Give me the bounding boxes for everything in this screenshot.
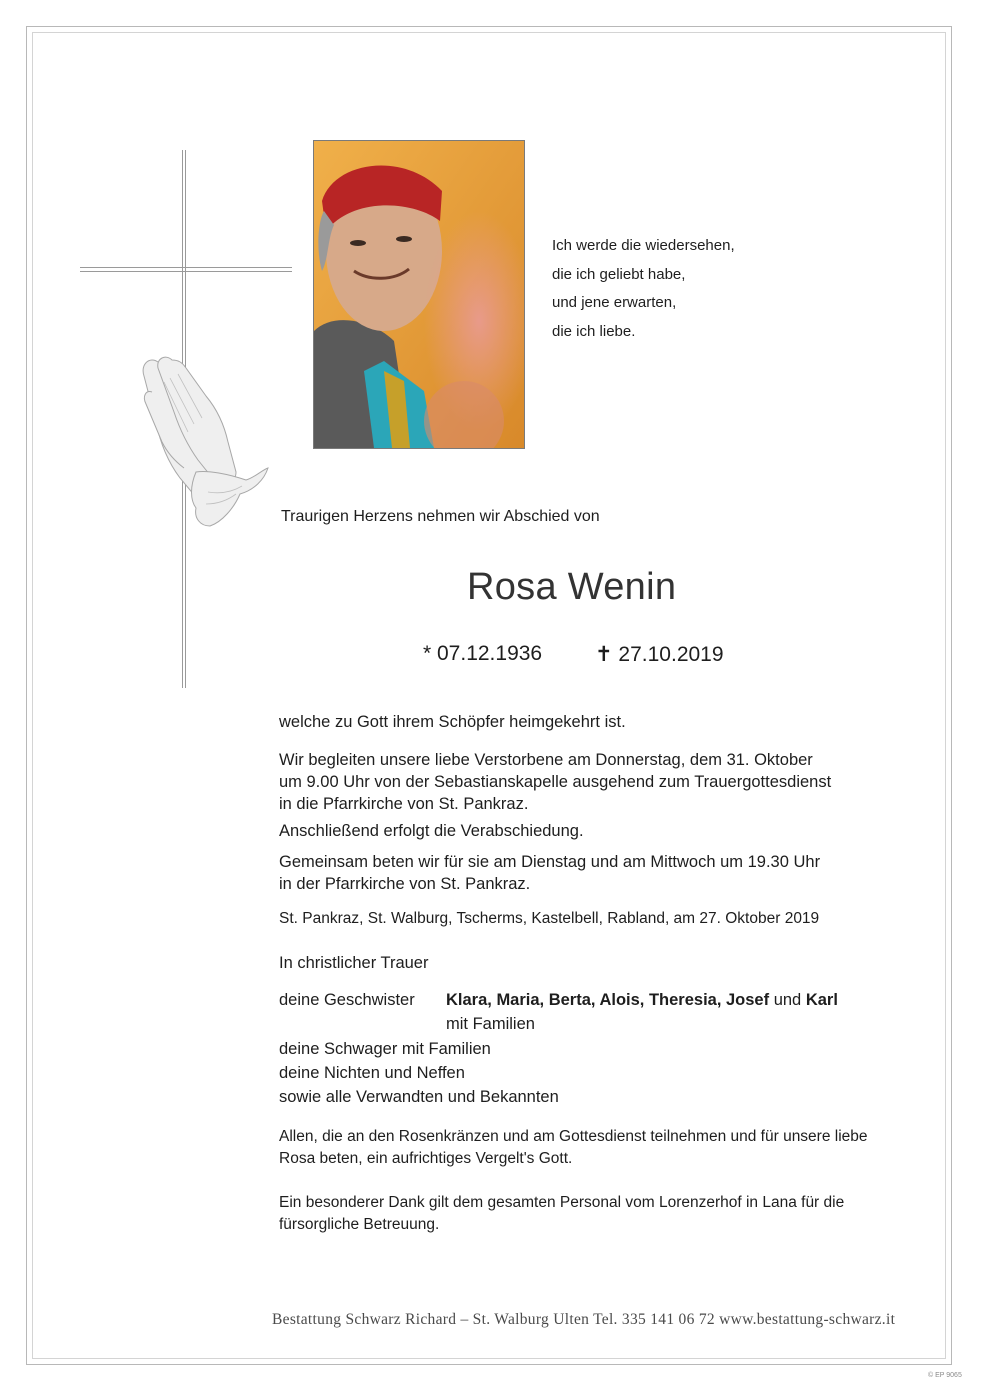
staff-line: fürsorgliche Betreuung.	[279, 1216, 440, 1233]
rosary-line: Allen, die an den Rosenkränzen und am Gottesdienst teilnehmen und für unsere liebe	[279, 1128, 868, 1145]
prayer-paragraph	[279, 851, 820, 895]
rosary-thanks	[279, 1126, 868, 1170]
staff-thanks	[279, 1192, 844, 1236]
birth-date: * 07.12.1936	[423, 642, 543, 665]
siblings-und: und	[773, 991, 802, 1009]
funeral-paragraph	[279, 749, 831, 815]
farewell-text: Anschließend erfolgt die Verabschiedung.	[279, 822, 584, 840]
intro-text: Traurigen Herzens nehmen wir Abschied von	[281, 508, 600, 525]
places-date: St. Pankraz, St. Walburg, Tscherms, Kastelbell, Rabland, am 27. Oktober 2019	[279, 910, 820, 927]
rosary-line: Rosa beten, ein aufrichtiges Vergelt's Gott.	[279, 1150, 573, 1167]
funeral-line: in die Pfarrkirche von St. Pankraz.	[279, 795, 529, 813]
mourner-line: sowie alle Verwandten und Bekannten	[279, 1088, 559, 1106]
mourner-line: deine Schwager mit Familien	[279, 1040, 491, 1058]
staff-line: Ein besonderer Dank gilt dem gesamten Personal vom Lorenzerhof in Lana für die	[279, 1194, 845, 1211]
print-code: © EP 9065	[928, 1372, 962, 1379]
prayer-line: in der Pfarrkirche von St. Pankraz.	[279, 875, 531, 893]
praying-hands-icon	[128, 352, 270, 528]
funeral-line: Wir begleiten unsere liebe Verstorbene am Donnerstag, dem 31. Oktober	[279, 751, 813, 769]
mourners-list	[279, 1038, 559, 1108]
cross-horizontal	[80, 267, 292, 272]
funeral-home-footer: Bestattung Schwarz Richard – St. Walburg Ulten Tel. 335 141 06 72 www.bestattung-schwarz.it	[272, 1311, 896, 1328]
quote-line: Ich werde die wiedersehen,	[552, 237, 735, 254]
siblings-families: mit Familien	[446, 1015, 535, 1033]
quote-line: die ich geliebt habe,	[552, 265, 686, 283]
quote-line: die ich liebe.	[552, 322, 636, 340]
death-date: ✝ 27.10.2019	[595, 643, 724, 666]
funeral-line: um 9.00 Uhr von der Sebastianskapelle ausgehend zum Trauergottesdienst	[279, 773, 832, 791]
mourners-heading: In christlicher Trauer	[279, 954, 429, 972]
deceased-name: Rosa Wenin	[467, 566, 677, 608]
return-to-god-text: welche zu Gott ihrem Schöpfer heimgekehrt ist.	[279, 713, 626, 731]
quote-line: und jene erwarten,	[552, 294, 677, 311]
memorial-quote	[552, 232, 735, 346]
portrait-photo	[313, 140, 525, 449]
siblings-names	[446, 989, 838, 1011]
siblings-names-a: Klara, Maria, Berta, Alois, Theresia, Josef	[446, 991, 770, 1009]
siblings-names-b: Karl	[805, 991, 838, 1009]
prayer-line: Gemeinsam beten wir für sie am Dienstag und am Mittwoch um 19.30 Uhr	[279, 853, 821, 871]
siblings-label: deine Geschwister	[279, 991, 415, 1009]
mourner-line: deine Nichten und Neffen	[279, 1064, 465, 1082]
